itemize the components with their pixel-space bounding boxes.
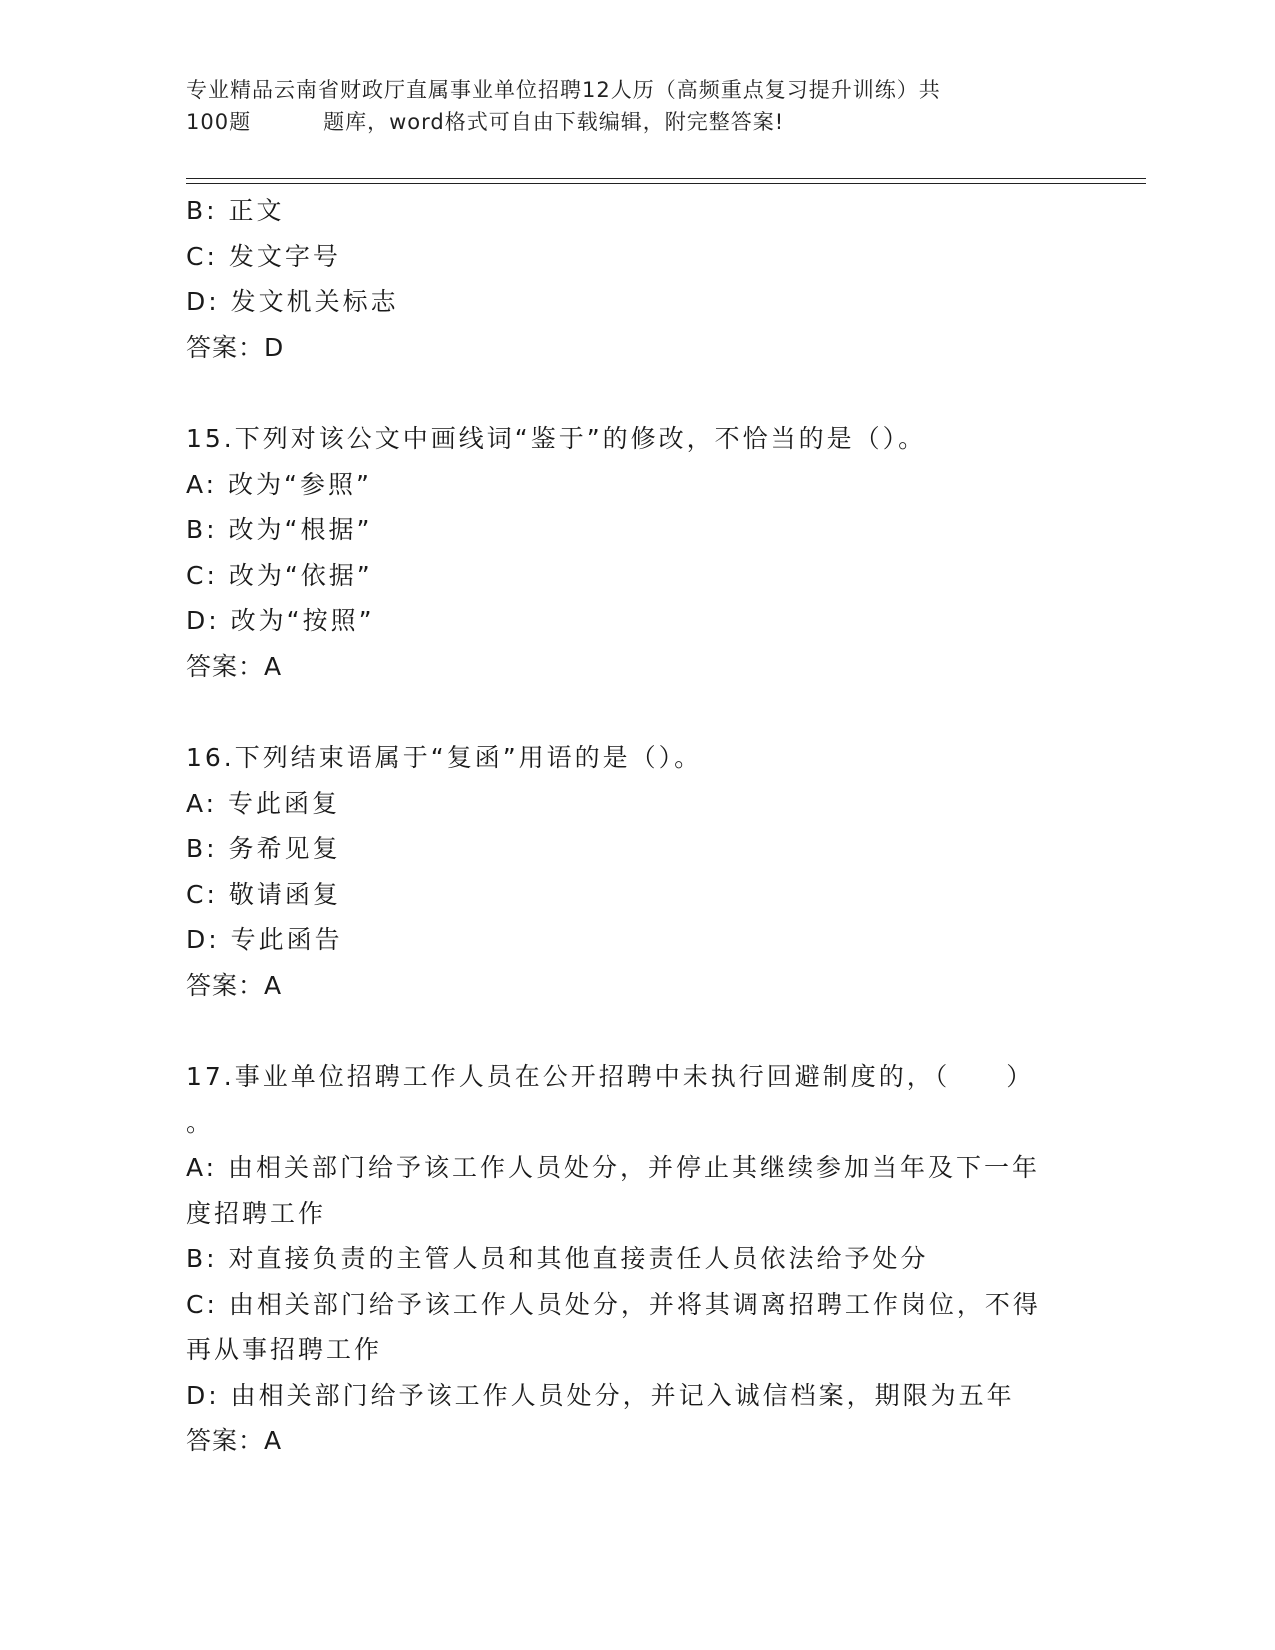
option-b: B: 对直接负责的主管人员和其他直接责任人员依法给予处分 — [186, 1244, 929, 1273]
answer: 答案：A — [186, 651, 283, 681]
option-b: B: 务希见复 — [186, 834, 341, 863]
header-divider-bottom — [186, 183, 1146, 184]
option-d: D: 专此函告 — [186, 925, 343, 954]
question-text: 16.下列结束语属于“复函”用语的是（）。 — [186, 743, 703, 772]
document-body — [186, 188, 1086, 1464]
option-a-continued: 度招聘工作 — [186, 1198, 327, 1228]
option-d: D: 改为“按照” — [186, 606, 375, 635]
option-a: A: 改为“参照” — [186, 469, 372, 499]
option-b: B: 改为“根据” — [186, 515, 373, 544]
question-16 — [186, 735, 1086, 1008]
option-c: C: 改为“依据” — [186, 560, 373, 590]
header-line-2-count: 100题 — [186, 110, 252, 134]
option-d: D: 由相关部门给予该工作人员处分，并记入诚信档案，期限为五年 — [186, 1380, 1015, 1410]
header-line-2 — [186, 106, 1066, 138]
document-header — [186, 74, 1066, 138]
option-d: D: 发文机关标志 — [186, 287, 399, 316]
header-line-1: 专业精品云南省财政厅直属事业单位招聘12人历（高频重点复习提升训练）共 — [186, 78, 941, 102]
option-a: A: 由相关部门给予该工作人员处分，并停止其继续参加当年及下一年 — [186, 1153, 1041, 1182]
header-line-2-text: 题库，word格式可自由下载编辑，附完整答案! — [323, 110, 785, 134]
option-c-continued: 再从事招聘工作 — [186, 1335, 383, 1364]
question-14 — [186, 188, 1086, 370]
answer: 答案：A — [186, 1426, 283, 1455]
option-c: C: 发文字号 — [186, 241, 341, 271]
option-c: C: 敬请函复 — [186, 879, 341, 909]
question-17 — [186, 1054, 1086, 1464]
question-text-continued: 。 — [186, 1107, 215, 1137]
question-15 — [186, 416, 1086, 689]
question-text: 17.事业单位招聘工作人员在公开招聘中未执行回避制度的，（ ） — [186, 1062, 1035, 1091]
option-c: C: 由相关部门给予该工作人员处分，并将其调离招聘工作岗位，不得 — [186, 1289, 1041, 1319]
option-b: B: 正文 — [186, 196, 285, 225]
option-a: A: 专此函复 — [186, 788, 341, 818]
answer: 答案：D — [186, 332, 285, 362]
question-text: 15.下列对该公文中画线词“鉴于”的修改，不恰当的是（）。 — [186, 424, 927, 453]
answer: 答案：A — [186, 970, 283, 1000]
header-divider-top — [186, 178, 1146, 179]
